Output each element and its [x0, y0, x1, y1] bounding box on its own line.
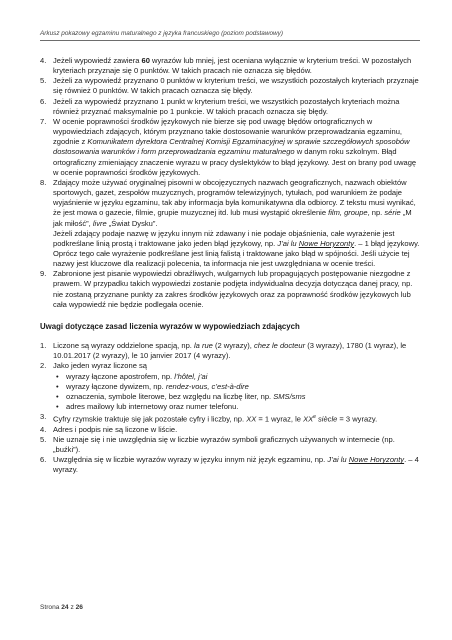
bullet-item: [53, 392, 420, 402]
list-item: [40, 361, 420, 412]
header-divider: [40, 40, 420, 41]
bullet-icon: •: [56, 371, 59, 381]
list-item: [40, 97, 420, 117]
bullet-text: oznaczenia, symbole literowe, bez względu na liczbę liter, np.: [66, 391, 274, 401]
bullet-text: adres mailowy lub internetowy oraz numer telefonu.: [66, 402, 239, 411]
list-text: „Świat Dysku”.: [106, 218, 158, 228]
underlined-text: Nowe Horyzonty: [298, 238, 355, 248]
bullet-item: [53, 382, 420, 392]
list-item: [40, 76, 420, 96]
section-title: Uwagi dotyczące zasad liczenia wyrazów w wypowiedziach zdających: [40, 321, 300, 331]
list-text: (2 wyrazy),: [212, 341, 254, 351]
list-number: 4.: [40, 56, 47, 65]
list-number: 4.: [40, 424, 47, 434]
bullet-icon: •: [56, 381, 59, 391]
list-item: [40, 425, 420, 435]
list-text: . – 4 wyrazy.: [53, 455, 419, 475]
list-text: Jako jeden wyraz liczone są: [53, 361, 147, 371]
list-number: 6.: [40, 455, 47, 465]
list-text: „M jak miłość”,: [53, 208, 412, 228]
list-number: 7.: [40, 116, 47, 126]
list-number: 2.: [40, 361, 47, 371]
bullet-icon: •: [56, 402, 59, 411]
italic-text: rendez-vous, c’est-à-dire: [165, 381, 249, 391]
list-text: Nie uznaje się i nie uwzględnia się w liczbie wyrazów symboli graficznych używanych w internecie (np. „buźki”).: [53, 434, 395, 455]
footer-label: Strona: [40, 604, 62, 611]
italic-text: l’hôtel, j’ai: [174, 371, 208, 381]
list-item: [40, 178, 420, 269]
list-text: Liczone są wyrazy oddzielone spacją, np.: [53, 341, 194, 351]
page-number: 24: [61, 604, 69, 611]
list-text: . – 1 błąd językowy. Oprócz tego całe wyrażenie podkreślane jest linią falistą i traktowane jako błąd w spójności. Jeśli użycie tej nazwy jest kluczowe dla realizacji polecenia, ta informacja nie jest uwzględniana w ocenie treści.: [53, 238, 420, 269]
document-body: [40, 56, 420, 476]
list-text: Uwzględnia się w liczbie wyrazów wyrazy w języku innym niż język egzaminu, np.: [53, 455, 328, 465]
underlined-text: Nowe Horyzonty: [348, 455, 405, 465]
italic-text: XX: [303, 414, 314, 424]
superscript-text: e: [313, 414, 316, 421]
italic-text: J’ai lu: [327, 455, 349, 465]
list-number: 9.: [40, 269, 47, 279]
list-item: [40, 341, 420, 361]
italic-text: SMS/sms: [273, 391, 306, 401]
list-number: 5.: [40, 76, 47, 86]
italic-text: Komunikatem dyrektora Centralnej Komisji Egzaminacyjnej w sprawie szczegółowych sposobów dostosowania warunków i form przeprowadzania egzaminu maturalnego: [53, 137, 410, 157]
list-number: 1.: [40, 341, 47, 351]
list-text: wyrazów lub mniej, jest oceniana wyłącznie w kryterium treści. W pozostałych kryteriach przyznaje się 0 punktów. W takich pracach nie oznacza się błędów.: [53, 56, 412, 76]
list-number: 8.: [40, 177, 47, 187]
bullet-text: wyrazy łączone apostrofem, np.: [66, 371, 175, 381]
list-number: 6.: [40, 96, 47, 106]
bullet-icon: •: [56, 391, 59, 401]
counting-list: [40, 341, 420, 476]
list-text: Jeżeli za wypowiedź przyznano 0 punktów w kryterium treści, we wszystkich pozostałych kryteriach przyznaje się również 0 punktów. W takich pracach oznacza się błędy.: [53, 76, 419, 96]
list-text: Zdający może używać oryginalnej pisowni w obcojęzycznych nazwach geograficznych, nazwach obiektów sportowych, gazet, zespołów muzycznych, programów telewizyjnych, tytułach, pod warunkiem że podaje wyjaśnienie w języku egzaminu, tak aby informacja była komunikatywna dla odbiorcy. Z tekstu musi wynikać, że jest mowa o gazecie, filmie, grupie muzycznej itd. lub musi wystąpić określenie: [53, 177, 416, 218]
italic-text: série: [384, 208, 401, 218]
footer-of: z: [68, 604, 76, 611]
list-text: = 1 wyraz, le: [256, 414, 304, 424]
list-text: w danym roku szkolnym. Błąd ortograficzny zmieniający znaczenie wyrazu w pracy dyslektyków to błąd językowy. Jest on brany pod uwagę w ocenie poprawności środków językowych.: [53, 147, 417, 177]
bold-text: 60: [141, 56, 150, 65]
list-item: [40, 455, 420, 475]
bullet-list: [53, 372, 420, 413]
criteria-list: [40, 56, 420, 310]
list-text: Cyfry rzymskie traktuje się jak pozostałe cyfry i liczby, np.: [53, 414, 247, 424]
italic-text: XX: [246, 414, 257, 424]
italic-text: J’ai lu: [277, 238, 299, 248]
page-header: Arkusz pokazowy egzaminu maturalnego z języka francuskiego (poziom podstawowy): [40, 30, 283, 37]
list-number: 5.: [40, 434, 47, 444]
list-item: [40, 269, 420, 310]
page-total: 26: [75, 604, 83, 611]
bullet-text: wyrazy łączone dywizem, np.: [66, 381, 166, 391]
italic-text: siècle: [315, 414, 338, 424]
list-item: [40, 435, 420, 455]
page-footer: [40, 604, 83, 611]
list-text: Zabronione jest pisanie wypowiedzi obraźliwych, wulgarnych lub propagujących postępowanie niezgodne z prawem. W przypadku takich wypowiedzi zostanie podjęta indywidualna decyzja dotycząca danej pracy, np. nie zostaną przyznane punkty za zakres środków językowych oraz za poprawność środków językowych lub cała wypowiedź nie będzie podlegała ocenie.: [53, 269, 413, 309]
bullet-item: [53, 402, 420, 412]
italic-text: chez le docteur: [253, 341, 306, 351]
list-item: [40, 56, 420, 76]
list-item: [40, 412, 420, 425]
list-text: Jeżeli wypowiedź zawiera: [53, 56, 142, 65]
list-number: 3.: [40, 412, 47, 422]
list-item: [40, 117, 420, 178]
bullet-item: [53, 372, 420, 382]
italic-text: la rue: [193, 341, 213, 351]
list-text: Jeżeli zdający podaje nazwę w języku innym niż zdawany i nie podaje objaśnienia, całe wyrażenie jest podkreślane linią prostą i traktowane jako jeden błąd językowy, np.: [53, 228, 395, 248]
italic-text: film, groupe: [328, 208, 368, 218]
list-text: W ocenie poprawności środków językowych nie bierze się pod uwagę błędów ortograficznych w wypowiedziach zdających, którym przyznano takie dostosowanie warunków przeprowadzania egzaminu, zgodnie z: [53, 116, 403, 147]
list-text: (3 wyrazy), 1780 (1 wyraz), le 10.01.2017 (2 wyrazy), le 10 janvier 2017 (4 wyrazy).: [53, 341, 407, 361]
list-text: Jeżeli za wypowiedź przyznano 1 punkt w kryterium treści, we wszystkich pozostałych kryteriach można również przyznać maksymalnie po 1 punkcie. W takich pracach oznacza się błędy.: [53, 96, 400, 116]
italic-text: livre: [92, 218, 107, 228]
list-text: , np.: [367, 208, 385, 218]
list-text: Adres i podpis nie są liczone w liście.: [53, 424, 178, 434]
list-text: = 3 wyrazy.: [337, 414, 378, 424]
